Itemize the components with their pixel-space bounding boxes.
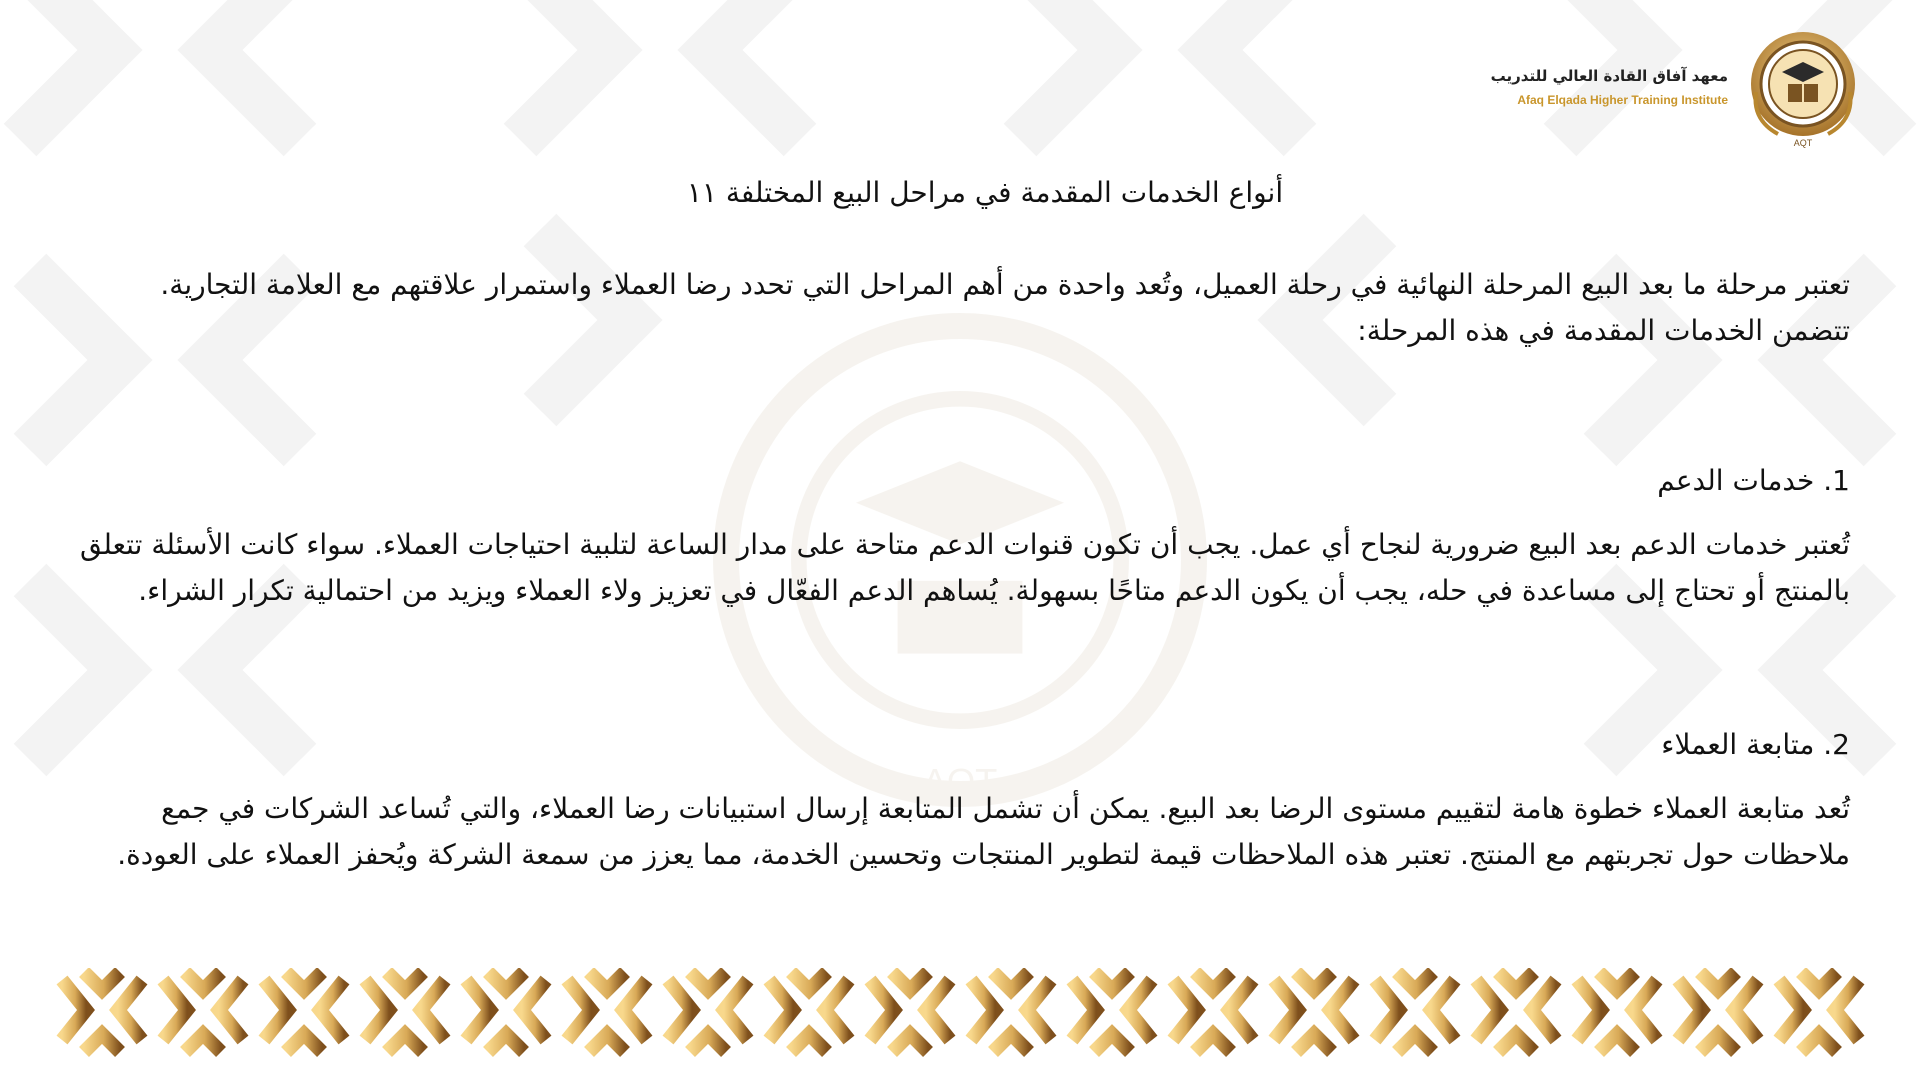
footer-motif (1375, 972, 1455, 1052)
institute-emblem-icon (1738, 22, 1868, 152)
footer-motif (769, 972, 849, 1052)
svg-text:AQT: AQT (1793, 138, 1813, 148)
footer-motif (1476, 972, 1556, 1052)
footer-motif (668, 972, 748, 1052)
footer-motif (365, 972, 445, 1052)
footer-motif (1678, 972, 1758, 1052)
slide-title: أنواع الخدمات المقدمة في مراحل البيع المختلفة ١١ (686, 176, 1284, 209)
institute-logo (1491, 22, 1868, 152)
footer-motif (163, 972, 243, 1052)
section-body-customer-followup: تُعد متابعة العملاء خطوة هامة لتقييم مستوى الرضا بعد البيع. يمكن أن تشمل المتابعة إرسال استبيانات رضا العملاء، والتي تُساعد الشركات في جمع ملاحظات حول تجربتهم مع المنتج. تعتبر هذه الملاحظات قيمة لتطوير المنتجات وتحسين الخدمة، مما يعزز من سمعة الشركة ويُحفز العملاء على العودة. (117, 792, 1850, 871)
footer-motif (870, 972, 950, 1052)
footer-motif (1779, 972, 1859, 1052)
logo-text (1491, 67, 1728, 107)
section-body-support: تُعتبر خدمات الدعم بعد البيع ضرورية لنجاح أي عمل. يجب أن تكون قنوات الدعم متاحة على مدار الساعة لتلبية احتياجات العملاء. سواء كانت الأسئلة تتعلق بالمنتج أو تحتاج إلى مساعدة في حله، يجب أن يكون الدعم متاحًا بسهولة. يُساهم الدعم الفعّال في تعزيز ولاء العملاء ويزيد من احتمالية تكرار الشراء. (80, 528, 1850, 607)
footer-motif (264, 972, 344, 1052)
section-heading-support: 1. خدمات الدعم (1657, 464, 1850, 497)
footer-motif (567, 972, 647, 1052)
footer-motif (971, 972, 1051, 1052)
intro-paragraph: تعتبر مرحلة ما بعد البيع المرحلة النهائية في رحلة العميل، وتُعد واحدة من أهم المراحل التي تحدد رضا العملاء واستمرار علاقتهم مع العلامة التجارية. تتضمن الخدمات المقدمة في هذه المرحلة: (160, 268, 1850, 347)
footer-motif (466, 972, 546, 1052)
footer-motif (62, 972, 142, 1052)
logo-name-arabic: معهد آفاق القادة العالي للتدريب (1490, 67, 1728, 85)
footer-motif (1577, 972, 1657, 1052)
footer-motif (1274, 972, 1354, 1052)
logo-name-english: Afaq Elqada Higher Training Institute (1517, 93, 1728, 107)
svg-text:AQT: AQT (922, 761, 998, 802)
footer-motif (1173, 972, 1253, 1052)
slide-content (80, 160, 1850, 878)
section-heading-customer-followup: 2. متابعة العملاء (1661, 728, 1850, 761)
footer-chevron-pattern (52, 968, 1872, 1064)
footer-motif (1072, 972, 1152, 1052)
